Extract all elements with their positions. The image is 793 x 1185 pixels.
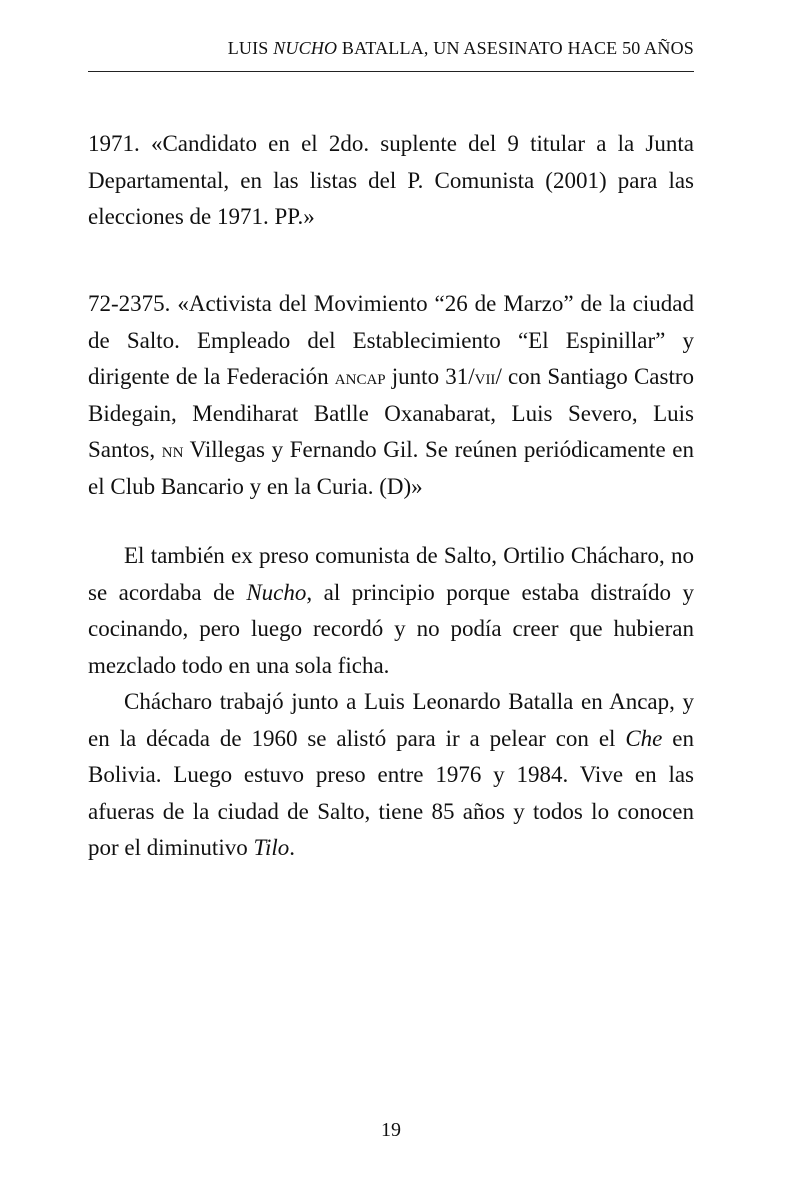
entry-text-segment: 72-2375. «Activista del Movimiento “26 de Marzo” de la ciudad de Salto. Empleado del Establecimiento “El Espinillar” y dirigente de la Federación [88,291,694,389]
file-entry-text [88,286,694,505]
header-text-end: BATALLA, UN ASESINATO HACE 50 AÑOS [337,38,694,58]
header-rule [88,71,694,72]
entry-text-segment: junto 31/ [385,364,475,389]
body-text [88,538,694,867]
paragraph [88,538,694,684]
paragraph-segment: . [289,835,296,860]
paragraph-segment: , al principio porque estaba distraído y cocinando, pero luego recordó y no podía creer que hubieran mezclado todo en una sola ficha. [88,579,694,678]
paragraph-segment: El también ex preso comunista de Salto, Ortilio Chácharo, no se acordaba de [88,543,694,605]
entry-acronym-ancap: ancap [334,365,386,389]
entry-text-segment: Villegas y Fernando Gil. Se reúnen periódicamente en el Club Bancario y en la Curia. (D)» [88,437,695,499]
paragraph [88,684,694,867]
page-number: 19 [381,1119,401,1141]
running-header [88,36,694,60]
italic-tilo: Tilo [253,835,290,860]
entry-roman-numeral: vii [474,365,496,389]
entry-text-segment: / con Santiago Castro Bidegain, Mendiharat Batlle Oxanabarat, Luis Severo, Luis Santos, [88,364,694,462]
paragraph-segment: Chácharo trabajó junto a Luis Leonardo Batalla en Ancap, y en la década de 1960 se alistó para ir a pelear con el [88,689,694,751]
italic-nickname: Nucho [246,579,307,605]
paragraph-segment: en Bolivia. Luego estuvo preso entre 1976 y 1984. Vive en las afueras de la ciudad de Salto, tiene 85 años y todos lo conocen por el diminutivo [88,725,694,860]
header-text-start: LUIS [227,38,274,58]
file-entry-text: 1971. «Candidato en el 2do. suplente del 9 titular a la Junta Departamental, en las listas del P. Comunista (2001) para las elecciones de 1971. PP.» [88,131,694,229]
header-text-nickname: NUCHO [273,38,338,58]
italic-che: Che [625,725,663,751]
entry-acronym-nn: nn [161,438,184,462]
file-entry-1971 [88,126,694,236]
file-entry-72-2375 [88,286,694,505]
